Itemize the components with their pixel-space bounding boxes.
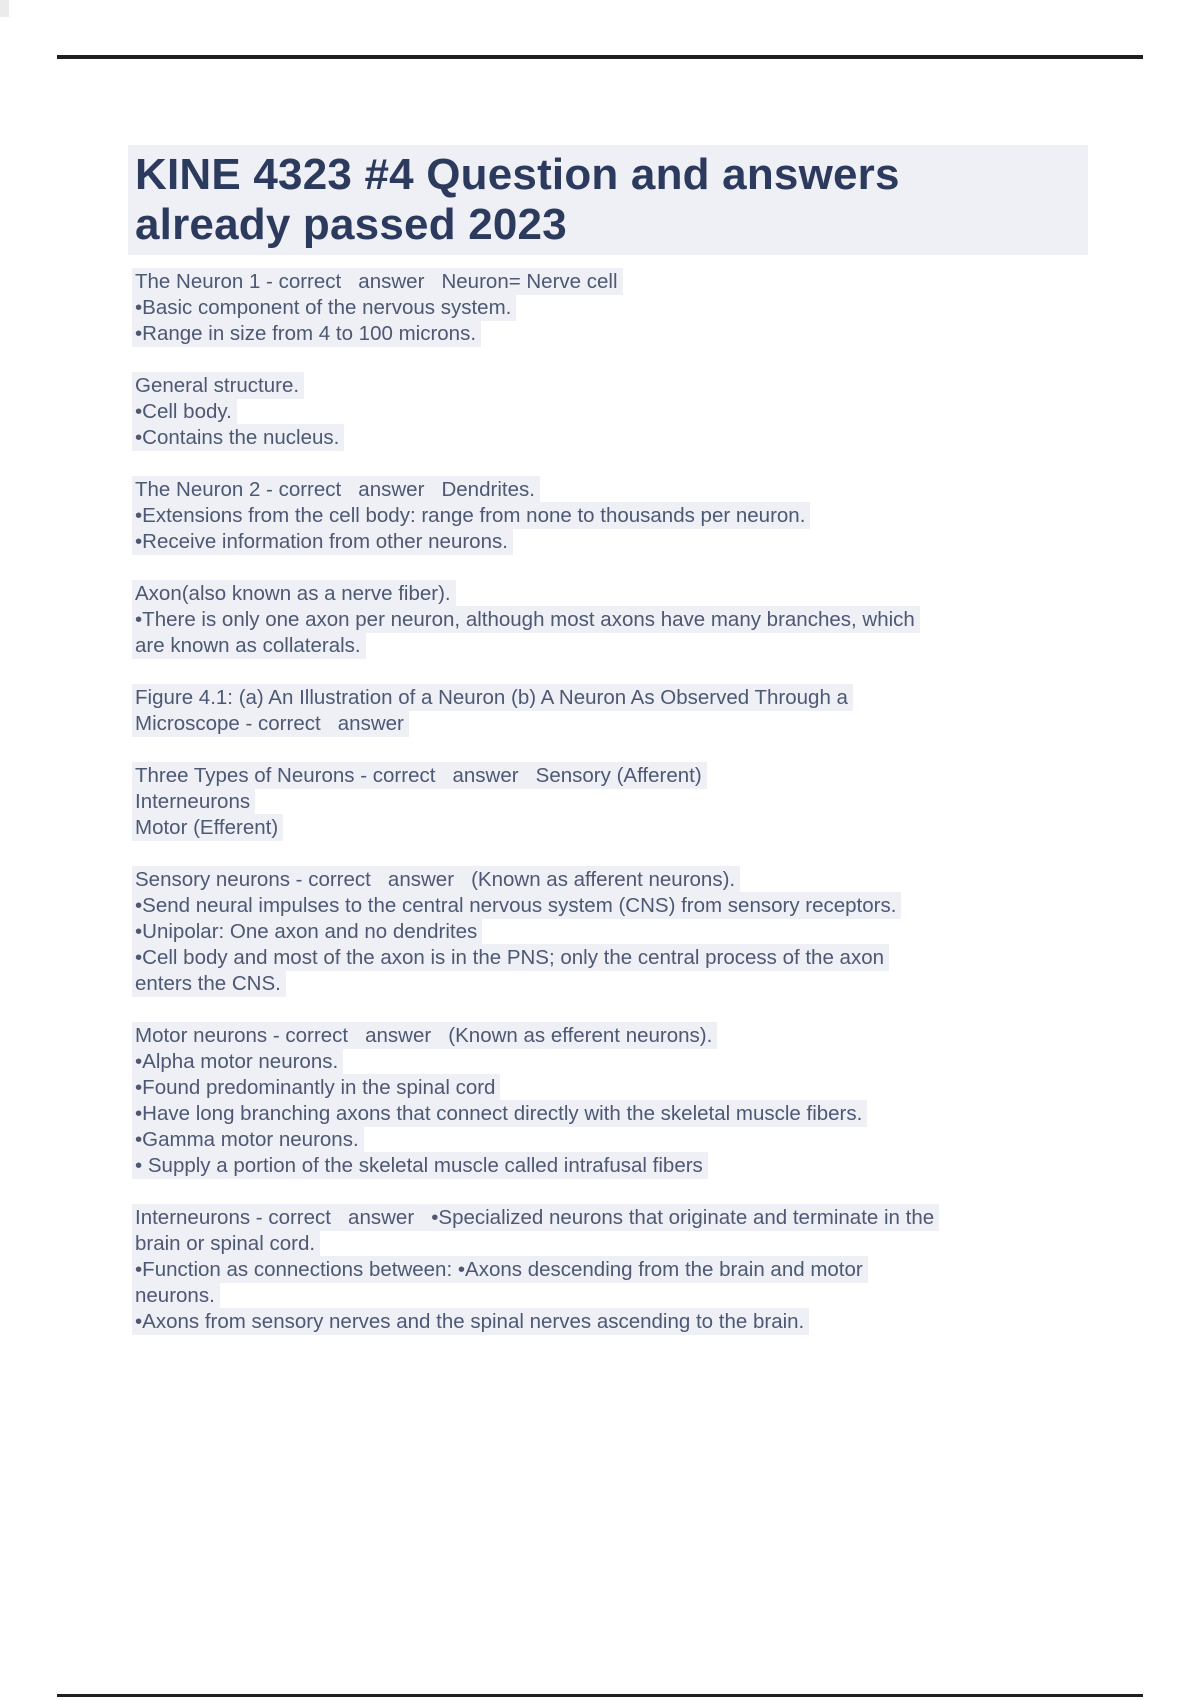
highlighted-text: are known as collaterals. — [132, 632, 366, 659]
highlighted-text: •Function as connections between: •Axons descending from the brain and motor — [132, 1256, 868, 1283]
text-line — [135, 867, 1095, 893]
highlighted-text: Three Types of Neurons - correct answer Sensory (Afferent) — [132, 762, 707, 789]
highlighted-text: •Range in size from 4 to 100 microns. — [132, 320, 481, 347]
text-line — [135, 633, 1095, 659]
text-line — [135, 1231, 1095, 1257]
highlighted-text: •Found predominantly in the spinal cord — [132, 1074, 500, 1101]
page-title — [128, 145, 1088, 255]
text-line — [135, 269, 1095, 295]
paragraph — [135, 373, 1095, 451]
text-line — [135, 1153, 1095, 1179]
text-line — [135, 1101, 1095, 1127]
paragraph — [135, 867, 1095, 997]
highlighted-text: •Contains the nucleus. — [132, 424, 344, 451]
text-line — [135, 893, 1095, 919]
text-line — [135, 321, 1095, 347]
page-content — [135, 145, 1095, 1361]
corner-artifact — [0, 0, 9, 17]
text-line — [135, 373, 1095, 399]
highlighted-text: brain or spinal cord. — [132, 1230, 320, 1257]
text-line — [135, 789, 1095, 815]
highlighted-text: Motor neurons - correct answer (Known as efferent neurons). — [132, 1022, 717, 1049]
text-line — [135, 1075, 1095, 1101]
highlighted-text: Interneurons - correct answer •Specialized neurons that originate and terminate in the — [132, 1204, 939, 1231]
highlighted-text: •Alpha motor neurons. — [132, 1048, 343, 1075]
paragraph — [135, 269, 1095, 347]
highlighted-text: The Neuron 1 - correct answer Neuron= Nerve cell — [132, 268, 623, 295]
title-line: KINE 4323 #4 Question and answers — [135, 150, 900, 199]
document-body — [135, 269, 1095, 1335]
text-line — [135, 919, 1095, 945]
text-line — [135, 1309, 1095, 1335]
highlighted-text: •There is only one axon per neuron, although most axons have many branches, which — [132, 606, 920, 633]
text-line — [135, 607, 1095, 633]
text-line — [135, 1205, 1095, 1231]
highlighted-text: Axon(also known as a nerve fiber). — [132, 580, 456, 607]
paragraph — [135, 685, 1095, 737]
paragraph — [135, 763, 1095, 841]
highlighted-text: •Basic component of the nervous system. — [132, 294, 516, 321]
highlighted-text: •Send neural impulses to the central nervous system (CNS) from sensory receptors. — [132, 892, 901, 919]
bottom-rule — [57, 1694, 1143, 1697]
text-line — [135, 1049, 1095, 1075]
text-line — [135, 1023, 1095, 1049]
highlighted-text: •Cell body. — [132, 398, 237, 425]
text-line — [135, 1283, 1095, 1309]
highlighted-text: •Cell body and most of the axon is in the PNS; only the central process of the axon — [132, 944, 889, 971]
text-line — [135, 477, 1095, 503]
title-line: already passed 2023 — [135, 200, 567, 249]
text-line — [135, 815, 1095, 841]
highlighted-text: neurons. — [132, 1282, 220, 1309]
text-line — [135, 945, 1095, 971]
text-line — [135, 1127, 1095, 1153]
text-line — [135, 581, 1095, 607]
highlighted-text: •Extensions from the cell body: range from none to thousands per neuron. — [132, 502, 810, 529]
highlighted-text: • Supply a portion of the skeletal muscle called intrafusal fibers — [132, 1152, 708, 1179]
paragraph — [135, 581, 1095, 659]
highlighted-text: •Axons from sensory nerves and the spinal nerves ascending to the brain. — [132, 1308, 809, 1335]
highlighted-text: •Receive information from other neurons. — [132, 528, 513, 555]
highlighted-text: Interneurons — [132, 788, 255, 815]
text-line — [135, 399, 1095, 425]
highlighted-text: •Gamma motor neurons. — [132, 1126, 364, 1153]
highlighted-text: General structure. — [132, 372, 304, 399]
text-line — [135, 685, 1095, 711]
highlighted-text: Figure 4.1: (a) An Illustration of a Neuron (b) A Neuron As Observed Through a — [132, 684, 853, 711]
text-line — [135, 295, 1095, 321]
highlighted-text: The Neuron 2 - correct answer Dendrites. — [132, 476, 540, 503]
paragraph — [135, 1023, 1095, 1179]
highlighted-text: Sensory neurons - correct answer (Known as afferent neurons). — [132, 866, 740, 893]
text-line — [135, 529, 1095, 555]
highlighted-text: •Unipolar: One axon and no dendrites — [132, 918, 482, 945]
paragraph — [135, 477, 1095, 555]
highlighted-text: Motor (Efferent) — [132, 814, 283, 841]
text-line — [135, 425, 1095, 451]
text-line — [135, 971, 1095, 997]
highlighted-text: •Have long branching axons that connect directly with the skeletal muscle fibers. — [132, 1100, 867, 1127]
paragraph — [135, 1205, 1095, 1335]
text-line — [135, 503, 1095, 529]
top-rule — [57, 55, 1143, 59]
text-line — [135, 763, 1095, 789]
highlighted-text: enters the CNS. — [132, 970, 286, 997]
highlighted-text: Microscope - correct answer — [132, 710, 409, 737]
text-line — [135, 711, 1095, 737]
text-line — [135, 1257, 1095, 1283]
